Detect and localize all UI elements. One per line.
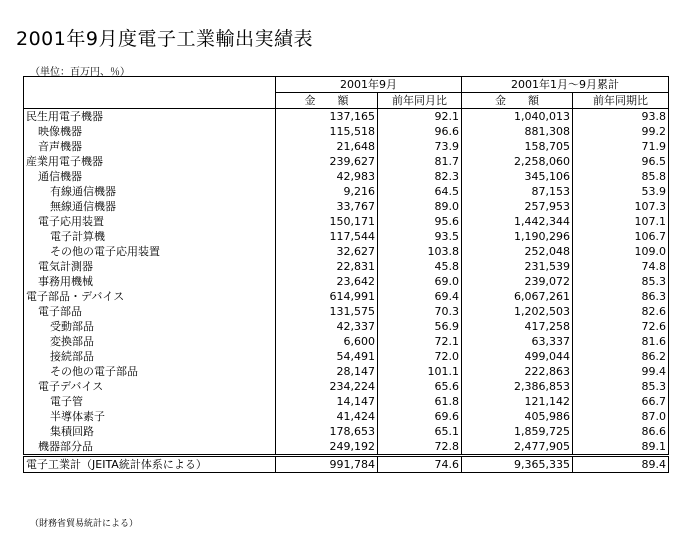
row-label: 電子管 [24,394,276,409]
row-label: 電気計測器 [24,259,276,274]
cell-m-yoy: 69.6 [378,409,462,424]
table-row [24,214,669,229]
cell-m-yoy: 74.6 [378,456,462,473]
cell-c-yoy: 85.3 [573,379,669,394]
header-row-columns [24,93,669,109]
cell-m-yoy: 73.9 [378,139,462,154]
row-label: 受動部品 [24,319,276,334]
cell-c-amount: 252,048 [462,244,573,259]
cell-m-yoy: 95.6 [378,214,462,229]
cell-c-yoy: 66.7 [573,394,669,409]
cell-c-amount: 345,106 [462,169,573,184]
cell-m-yoy: 82.3 [378,169,462,184]
header-blank [24,93,276,109]
cell-m-amount: 117,544 [276,229,378,244]
row-label: 電子部品 [24,304,276,319]
table-row [24,439,669,456]
table-row [24,274,669,289]
cell-c-amount: 417,258 [462,319,573,334]
cell-m-yoy: 69.4 [378,289,462,304]
cell-c-yoy: 107.3 [573,199,669,214]
cell-c-yoy: 85.8 [573,169,669,184]
cell-m-yoy: 64.5 [378,184,462,199]
cell-c-yoy: 96.5 [573,154,669,169]
header-month-group: 2001年9月 [276,77,462,93]
cell-m-amount: 42,983 [276,169,378,184]
cell-c-amount: 6,067,261 [462,289,573,304]
table-row [24,139,669,154]
cell-c-amount: 1,202,503 [462,304,573,319]
row-label: 電子工業計（JEITA統計体系による） [24,456,276,473]
cell-m-amount: 21,648 [276,139,378,154]
row-label: 通信機器 [24,169,276,184]
cell-m-amount: 42,337 [276,319,378,334]
row-label: 変換部品 [24,334,276,349]
cell-c-amount: 2,258,060 [462,154,573,169]
row-label: 電子部品・デバイス [24,289,276,304]
cell-c-yoy: 93.8 [573,109,669,125]
cell-m-amount: 991,784 [276,456,378,473]
cell-m-amount: 131,575 [276,304,378,319]
unit-note: （単位：百万円、％） [30,67,130,78]
cell-m-amount: 115,518 [276,124,378,139]
table-row [24,124,669,139]
cell-m-amount: 234,224 [276,379,378,394]
cell-m-yoy: 72.1 [378,334,462,349]
cell-m-amount: 9,216 [276,184,378,199]
page-title: 2001年9月度電子工業輸出実績表 [16,28,313,50]
cell-c-yoy: 71.9 [573,139,669,154]
cell-m-amount: 54,491 [276,349,378,364]
row-label: 電子デバイス [24,379,276,394]
cell-m-yoy: 89.0 [378,199,462,214]
cell-m-amount: 614,991 [276,289,378,304]
cell-m-yoy: 93.5 [378,229,462,244]
cell-m-amount: 22,831 [276,259,378,274]
header-cumulative-group: 2001年1月～9月累計 [462,77,669,93]
table-row [24,244,669,259]
cell-m-amount: 6,600 [276,334,378,349]
cell-c-yoy: 106.7 [573,229,669,244]
table-row [24,424,669,439]
cell-m-amount: 23,642 [276,274,378,289]
row-label: 機器部分品 [24,439,276,456]
cell-m-yoy: 101.1 [378,364,462,379]
row-label: 有線通信機器 [24,184,276,199]
cell-m-amount: 239,627 [276,154,378,169]
cell-c-amount: 405,986 [462,409,573,424]
cell-m-yoy: 92.1 [378,109,462,125]
cell-m-yoy: 81.7 [378,154,462,169]
cell-c-yoy: 109.0 [573,244,669,259]
cell-m-amount: 249,192 [276,439,378,456]
cell-c-amount: 239,072 [462,274,573,289]
cell-c-amount: 1,442,344 [462,214,573,229]
row-label: 音声機器 [24,139,276,154]
cell-c-yoy: 81.6 [573,334,669,349]
cell-m-amount: 178,653 [276,424,378,439]
row-label: 接続部品 [24,349,276,364]
cell-c-yoy: 82.6 [573,304,669,319]
cell-c-amount: 1,859,725 [462,424,573,439]
cell-c-amount: 121,142 [462,394,573,409]
cell-c-yoy: 86.2 [573,349,669,364]
table-row [24,289,669,304]
table-row [24,319,669,334]
cell-c-yoy: 107.1 [573,214,669,229]
row-label: 産業用電子機器 [24,154,276,169]
cell-c-yoy: 85.3 [573,274,669,289]
cell-m-yoy: 45.8 [378,259,462,274]
cell-c-amount: 231,539 [462,259,573,274]
cell-m-yoy: 65.1 [378,424,462,439]
cell-m-yoy: 69.0 [378,274,462,289]
row-label: 半導体素子 [24,409,276,424]
table-row [24,199,669,214]
cell-c-yoy: 99.2 [573,124,669,139]
table-row [24,394,669,409]
cell-m-amount: 150,171 [276,214,378,229]
cell-m-amount: 14,147 [276,394,378,409]
row-label: 電子計算機 [24,229,276,244]
cell-m-yoy: 61.8 [378,394,462,409]
row-label: 事務用機械 [24,274,276,289]
row-label: その他の電子部品 [24,364,276,379]
table-row [24,184,669,199]
cell-c-yoy: 89.1 [573,439,669,456]
export-table [23,76,669,473]
cell-c-amount: 158,705 [462,139,573,154]
table-row [24,409,669,424]
row-label: 無線通信機器 [24,199,276,214]
source-note: （財務省貿易統計による） [30,519,139,529]
cell-c-amount: 2,386,853 [462,379,573,394]
table-row [24,364,669,379]
row-label: その他の電子応用装置 [24,244,276,259]
header-yoy: 前年同月比 [378,93,462,109]
table-row [24,169,669,184]
cell-c-yoy: 74.8 [573,259,669,274]
cell-m-yoy: 72.0 [378,349,462,364]
cell-c-amount: 257,953 [462,199,573,214]
cell-m-yoy: 70.3 [378,304,462,319]
row-label: 電子応用装置 [24,214,276,229]
row-label: 集積回路 [24,424,276,439]
cell-m-yoy: 103.8 [378,244,462,259]
cell-c-amount: 1,040,013 [462,109,573,125]
cell-c-yoy: 87.0 [573,409,669,424]
cell-m-amount: 32,627 [276,244,378,259]
cell-m-amount: 28,147 [276,364,378,379]
cell-c-amount: 499,044 [462,349,573,364]
table-row [24,259,669,274]
cell-m-amount: 33,767 [276,199,378,214]
table-row [24,334,669,349]
cell-m-yoy: 72.8 [378,439,462,456]
header-amount: 金 額 [276,93,378,109]
total-row [24,456,669,473]
cell-c-amount: 2,477,905 [462,439,573,456]
table-row [24,154,669,169]
cell-c-yoy: 86.6 [573,424,669,439]
cell-c-amount: 881,308 [462,124,573,139]
cell-m-yoy: 56.9 [378,319,462,334]
header-amount-cumulative: 金 額 [462,93,573,109]
cell-c-amount: 1,190,296 [462,229,573,244]
cell-c-amount: 222,863 [462,364,573,379]
cell-c-yoy: 53.9 [573,184,669,199]
cell-m-amount: 41,424 [276,409,378,424]
cell-m-amount: 137,165 [276,109,378,125]
header-row-groups [24,77,669,93]
table-row [24,304,669,319]
cell-c-yoy: 86.3 [573,289,669,304]
cell-c-yoy: 89.4 [573,456,669,473]
cell-c-yoy: 72.6 [573,319,669,334]
table-row [24,109,669,125]
cell-m-yoy: 65.6 [378,379,462,394]
table-row [24,229,669,244]
row-label: 民生用電子機器 [24,109,276,125]
row-label: 映像機器 [24,124,276,139]
cell-c-amount: 63,337 [462,334,573,349]
table-row [24,349,669,364]
cell-m-yoy: 96.6 [378,124,462,139]
cell-c-amount: 87,153 [462,184,573,199]
header-blank [24,77,276,93]
header-yoy-cumulative: 前年同期比 [573,93,669,109]
cell-c-amount: 9,365,335 [462,456,573,473]
table-row [24,379,669,394]
cell-c-yoy: 99.4 [573,364,669,379]
